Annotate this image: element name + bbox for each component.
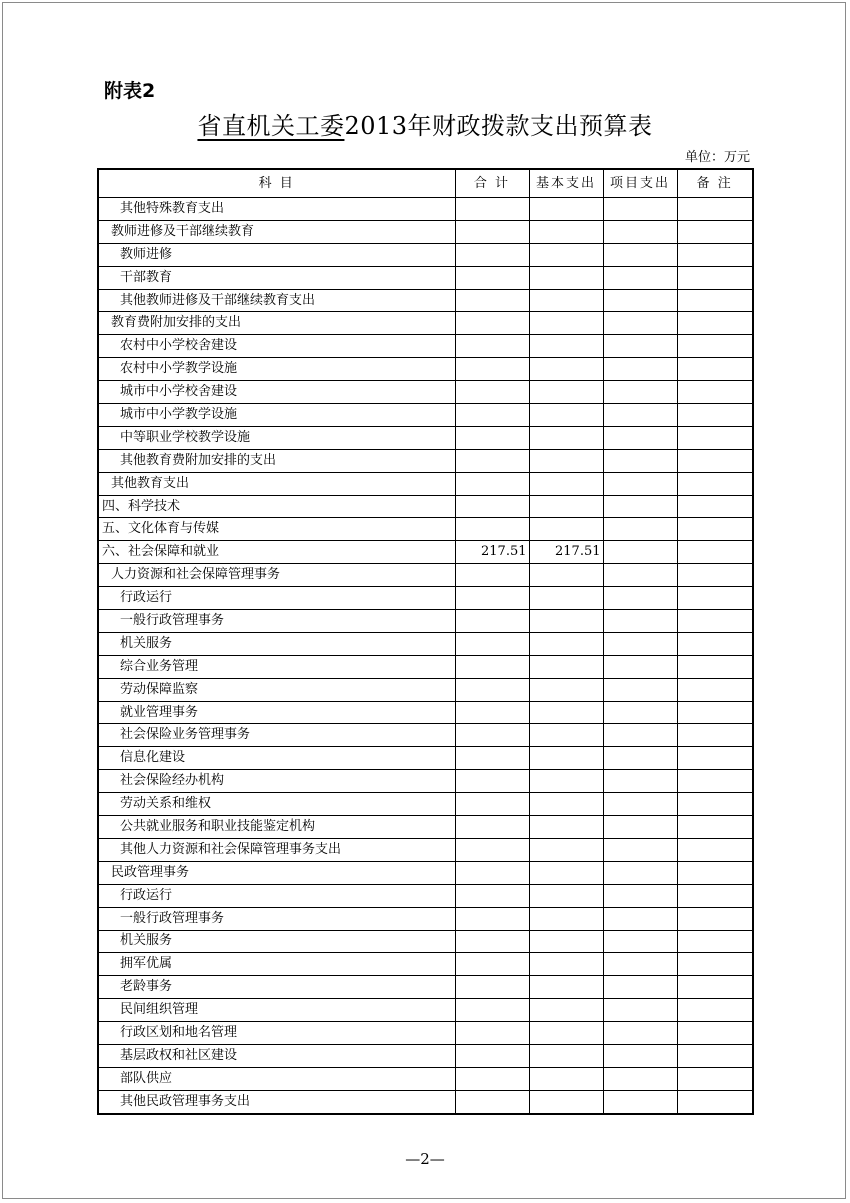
subject-cell: 一般行政管理事务 [98, 610, 455, 633]
note-cell [677, 289, 753, 312]
table-header-row [98, 169, 753, 198]
project-cell [603, 724, 677, 747]
table-row [98, 266, 753, 289]
basic-cell [529, 289, 603, 312]
project-cell [603, 587, 677, 610]
basic-cell [529, 953, 603, 976]
table-body [98, 198, 753, 1114]
basic-cell [529, 358, 603, 381]
basic-cell [529, 335, 603, 358]
subject-cell: 其他民政管理事务支出 [98, 1090, 455, 1113]
subject-cell: 民政管理事务 [98, 861, 455, 884]
table-row [98, 198, 753, 221]
note-cell [677, 747, 753, 770]
project-cell [603, 610, 677, 633]
subject-cell: 民间组织管理 [98, 999, 455, 1022]
note-cell [677, 907, 753, 930]
total-cell [455, 999, 529, 1022]
project-cell [603, 907, 677, 930]
basic-cell [529, 610, 603, 633]
project-cell [603, 335, 677, 358]
column-header-project: 项目支出 [603, 169, 677, 198]
basic-cell [529, 404, 603, 427]
basic-cell [529, 1090, 603, 1113]
note-cell [677, 266, 753, 289]
page-number: —2— [405, 1150, 445, 1168]
table-row [98, 587, 753, 610]
table-row [98, 564, 753, 587]
note-cell [677, 449, 753, 472]
project-cell [603, 381, 677, 404]
note-cell [677, 678, 753, 701]
subject-cell: 一般行政管理事务 [98, 907, 455, 930]
note-cell [677, 381, 753, 404]
basic-cell [529, 770, 603, 793]
column-header-basic: 基本支出 [529, 169, 603, 198]
subject-cell: 教育费附加安排的支出 [98, 312, 455, 335]
title-department: 省直机关工委 [197, 112, 345, 140]
total-cell [455, 953, 529, 976]
subject-cell: 六、社会保障和就业 [98, 541, 455, 564]
note-cell [677, 701, 753, 724]
note-cell [677, 816, 753, 839]
subject-cell: 社会保险经办机构 [98, 770, 455, 793]
basic-cell [529, 1022, 603, 1045]
project-cell [603, 198, 677, 221]
basic-cell [529, 907, 603, 930]
subject-cell: 五、文化体育与传媒 [98, 518, 455, 541]
subject-cell: 教师进修 [98, 243, 455, 266]
page-title [0, 106, 850, 141]
table-row [98, 449, 753, 472]
project-cell [603, 816, 677, 839]
project-cell [603, 495, 677, 518]
project-cell [603, 884, 677, 907]
project-cell [603, 449, 677, 472]
subject-cell: 其他教育费附加安排的支出 [98, 449, 455, 472]
total-cell [455, 1067, 529, 1090]
note-cell [677, 770, 753, 793]
note-cell [677, 587, 753, 610]
note-cell [677, 838, 753, 861]
total-cell [455, 861, 529, 884]
basic-cell [529, 884, 603, 907]
table-row [98, 312, 753, 335]
project-cell [603, 266, 677, 289]
table-row [98, 747, 753, 770]
total-cell [455, 449, 529, 472]
basic-cell [529, 198, 603, 221]
total-cell [455, 678, 529, 701]
table-row [98, 1044, 753, 1067]
basic-cell [529, 999, 603, 1022]
note-cell [677, 404, 753, 427]
total-cell [455, 655, 529, 678]
total-cell [455, 220, 529, 243]
subject-cell: 其他人力资源和社会保障管理事务支出 [98, 838, 455, 861]
basic-cell [529, 678, 603, 701]
subject-cell: 劳动关系和维权 [98, 793, 455, 816]
total-cell [455, 838, 529, 861]
table-row [98, 426, 753, 449]
total-cell [455, 266, 529, 289]
project-cell [603, 838, 677, 861]
total-cell [455, 632, 529, 655]
project-cell [603, 1090, 677, 1113]
note-cell [677, 472, 753, 495]
total-cell [455, 1090, 529, 1113]
table-row [98, 655, 753, 678]
total-cell [455, 243, 529, 266]
basic-cell [529, 976, 603, 999]
column-header-total: 合 计 [455, 169, 529, 198]
project-cell [603, 861, 677, 884]
note-cell [677, 1022, 753, 1045]
table-row [98, 1022, 753, 1045]
basic-cell [529, 793, 603, 816]
basic-cell [529, 930, 603, 953]
total-cell [455, 472, 529, 495]
subject-cell: 城市中小学校舍建设 [98, 381, 455, 404]
total-cell [455, 976, 529, 999]
subject-cell: 教师进修及干部继续教育 [98, 220, 455, 243]
subject-cell: 行政区划和地名管理 [98, 1022, 455, 1045]
project-cell [603, 404, 677, 427]
note-cell [677, 358, 753, 381]
total-cell [455, 793, 529, 816]
total-cell [455, 1022, 529, 1045]
project-cell [603, 953, 677, 976]
basic-cell: 217.51 [529, 541, 603, 564]
table-row [98, 404, 753, 427]
note-cell [677, 220, 753, 243]
basic-cell [529, 243, 603, 266]
note-cell [677, 724, 753, 747]
table-row [98, 701, 753, 724]
table-row [98, 220, 753, 243]
project-cell [603, 472, 677, 495]
table-row [98, 976, 753, 999]
basic-cell [529, 701, 603, 724]
table-row [98, 793, 753, 816]
total-cell [455, 747, 529, 770]
basic-cell [529, 472, 603, 495]
total-cell [455, 564, 529, 587]
project-cell [603, 999, 677, 1022]
subject-cell: 部队供应 [98, 1067, 455, 1090]
note-cell [677, 312, 753, 335]
note-cell [677, 541, 753, 564]
total-cell [455, 930, 529, 953]
table-row [98, 541, 753, 564]
total-cell [455, 381, 529, 404]
subject-cell: 农村中小学教学设施 [98, 358, 455, 381]
project-cell [603, 541, 677, 564]
total-cell [455, 770, 529, 793]
basic-cell [529, 587, 603, 610]
basic-cell [529, 1067, 603, 1090]
subject-cell: 综合业务管理 [98, 655, 455, 678]
table-row [98, 884, 753, 907]
table-row [98, 678, 753, 701]
basic-cell [529, 747, 603, 770]
note-cell [677, 1044, 753, 1067]
table-row [98, 518, 753, 541]
total-cell [455, 884, 529, 907]
basic-cell [529, 816, 603, 839]
total-cell [455, 289, 529, 312]
basic-cell [529, 632, 603, 655]
total-cell [455, 816, 529, 839]
basic-cell [529, 655, 603, 678]
subject-cell: 其他教师进修及干部继续教育支出 [98, 289, 455, 312]
basic-cell [529, 564, 603, 587]
total-cell [455, 724, 529, 747]
table-row [98, 335, 753, 358]
unit-label: 单位：万元 [684, 150, 750, 165]
subject-cell: 四、科学技术 [98, 495, 455, 518]
note-cell [677, 610, 753, 633]
project-cell [603, 564, 677, 587]
total-cell [455, 518, 529, 541]
basic-cell [529, 518, 603, 541]
note-cell [677, 243, 753, 266]
subject-cell: 拥军优属 [98, 953, 455, 976]
table-row [98, 632, 753, 655]
project-cell [603, 793, 677, 816]
table-row [98, 243, 753, 266]
total-cell [455, 404, 529, 427]
subject-cell: 信息化建设 [98, 747, 455, 770]
project-cell [603, 243, 677, 266]
project-cell [603, 1067, 677, 1090]
basic-cell [529, 381, 603, 404]
project-cell [603, 678, 677, 701]
project-cell [603, 518, 677, 541]
project-cell [603, 289, 677, 312]
note-cell [677, 976, 753, 999]
note-cell [677, 884, 753, 907]
total-cell: 217.51 [455, 541, 529, 564]
project-cell [603, 976, 677, 999]
subject-cell: 人力资源和社会保障管理事务 [98, 564, 455, 587]
note-cell [677, 198, 753, 221]
total-cell [455, 358, 529, 381]
table-row [98, 610, 753, 633]
project-cell [603, 655, 677, 678]
table-row [98, 1067, 753, 1090]
basic-cell [529, 838, 603, 861]
project-cell [603, 1022, 677, 1045]
table-row [98, 907, 753, 930]
subject-cell: 干部教育 [98, 266, 455, 289]
project-cell [603, 312, 677, 335]
note-cell [677, 953, 753, 976]
basic-cell [529, 312, 603, 335]
basic-cell [529, 495, 603, 518]
table-row [98, 770, 753, 793]
project-cell [603, 747, 677, 770]
basic-cell [529, 724, 603, 747]
subject-cell: 中等职业学校教学设施 [98, 426, 455, 449]
subject-cell: 城市中小学教学设施 [98, 404, 455, 427]
project-cell [603, 701, 677, 724]
project-cell [603, 1044, 677, 1067]
total-cell [455, 1044, 529, 1067]
project-cell [603, 358, 677, 381]
total-cell [455, 495, 529, 518]
subject-cell: 行政运行 [98, 587, 455, 610]
table-row [98, 289, 753, 312]
basic-cell [529, 1044, 603, 1067]
subject-cell: 劳动保障监察 [98, 678, 455, 701]
table-row [98, 930, 753, 953]
table-row [98, 495, 753, 518]
subject-cell: 其他教育支出 [98, 472, 455, 495]
note-cell [677, 426, 753, 449]
table-row [98, 358, 753, 381]
note-cell [677, 518, 753, 541]
basic-cell [529, 426, 603, 449]
total-cell [455, 701, 529, 724]
project-cell [603, 220, 677, 243]
total-cell [455, 907, 529, 930]
subject-cell: 机关服务 [98, 632, 455, 655]
column-header-subject: 科 目 [98, 169, 455, 198]
basic-cell [529, 861, 603, 884]
note-cell [677, 1090, 753, 1113]
note-cell [677, 495, 753, 518]
total-cell [455, 335, 529, 358]
subject-cell: 就业管理事务 [98, 701, 455, 724]
total-cell [455, 587, 529, 610]
subject-cell: 基层政权和社区建设 [98, 1044, 455, 1067]
table-row [98, 816, 753, 839]
subject-cell: 其他特殊教育支出 [98, 198, 455, 221]
basic-cell [529, 220, 603, 243]
table-row [98, 861, 753, 884]
note-cell [677, 930, 753, 953]
note-cell [677, 564, 753, 587]
note-cell [677, 999, 753, 1022]
project-cell [603, 930, 677, 953]
budget-table [97, 168, 754, 1115]
project-cell [603, 426, 677, 449]
table-row [98, 472, 753, 495]
table-row [98, 838, 753, 861]
table-row [98, 381, 753, 404]
note-cell [677, 632, 753, 655]
subject-cell: 机关服务 [98, 930, 455, 953]
note-cell [677, 793, 753, 816]
subject-cell: 老龄事务 [98, 976, 455, 999]
project-cell [603, 632, 677, 655]
note-cell [677, 861, 753, 884]
note-cell [677, 335, 753, 358]
subject-cell: 社会保险业务管理事务 [98, 724, 455, 747]
total-cell [455, 426, 529, 449]
note-cell [677, 655, 753, 678]
total-cell [455, 610, 529, 633]
subject-cell: 农村中小学校舍建设 [98, 335, 455, 358]
table-row [98, 724, 753, 747]
title-text: 2013年财政拨款支出预算表 [344, 112, 653, 140]
basic-cell [529, 449, 603, 472]
total-cell [455, 312, 529, 335]
project-cell [603, 770, 677, 793]
attachment-label: 附表2 [104, 80, 156, 102]
basic-cell [529, 266, 603, 289]
subject-cell: 公共就业服务和职业技能鉴定机构 [98, 816, 455, 839]
note-cell [677, 1067, 753, 1090]
subject-cell: 行政运行 [98, 884, 455, 907]
table-row [98, 1090, 753, 1113]
table-row [98, 953, 753, 976]
total-cell [455, 198, 529, 221]
table-row [98, 999, 753, 1022]
column-header-note: 备 注 [677, 169, 753, 198]
